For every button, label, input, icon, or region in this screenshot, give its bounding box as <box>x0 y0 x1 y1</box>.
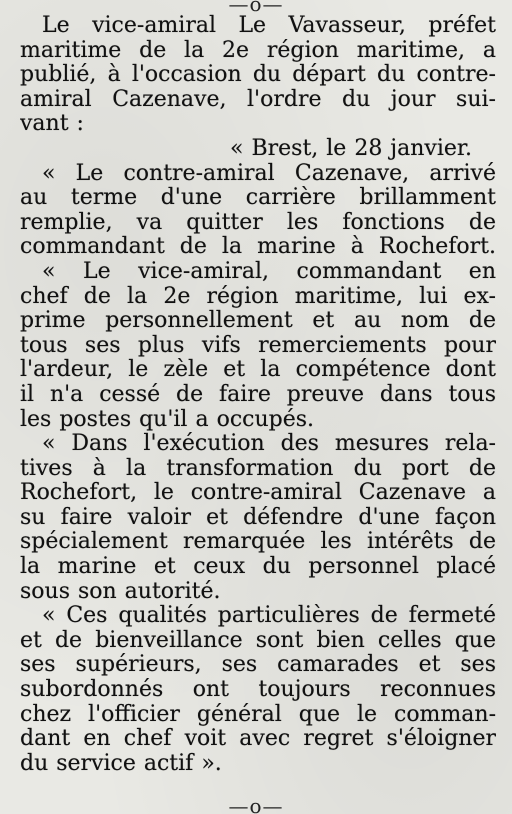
article-line: au terme d'une carrière brillamment <box>20 186 496 211</box>
article-line: prime personnellement et au nom de <box>20 309 496 334</box>
article-line: dant en chef voit avec regret s'éloigner <box>20 727 496 752</box>
article-line: remplie, va quitter les fonctions de <box>20 210 496 235</box>
article-line: Rochefort, le contre-amiral Cazenave a <box>20 481 496 506</box>
article-line: « Ces qualités particulières de fermeté <box>42 604 496 629</box>
article-line: amiral Cazenave, l'ordre du jour sui- <box>20 87 496 112</box>
article-line: sous son autorité. <box>20 579 221 604</box>
dateline: « Brest, le 28 janvier. <box>230 136 472 161</box>
article-line: publié, à l'occasion du départ du contre- <box>20 63 496 88</box>
article-line: su faire valoir et défendre d'une façon <box>20 505 496 530</box>
article-line: ses supérieurs, ses camarades et ses <box>20 653 496 678</box>
article-body <box>20 14 496 776</box>
article-line: chez l'officier général que le comman- <box>20 702 496 727</box>
article-line: l'ardeur, le zèle et la compétence dont <box>20 358 496 383</box>
article-line: commandant de la marine à Rochefort. <box>20 235 496 260</box>
article-line: « Le contre-amiral Cazenave, arrivé <box>42 161 496 186</box>
article-line: et de bienveillance sont bien celles que <box>20 628 496 653</box>
article-line: la marine et ceux du personnel placé <box>20 555 496 580</box>
article-line: spécialement remarquée les intérêts de <box>20 530 496 555</box>
article-line: maritime de la 2e région maritime, a <box>20 38 496 63</box>
article-line: tous ses plus vifs remerciements pour <box>20 333 496 358</box>
bottom-separator: —o— <box>228 794 284 814</box>
article-line: il n'a cessé de faire preuve dans tous <box>20 382 496 407</box>
article-line: tives à la transformation du port de <box>20 456 496 481</box>
article-line: subordonnés ont toujours reconnues <box>20 678 496 703</box>
article-line: vant : <box>20 112 84 137</box>
article-line: Le vice-amiral Le Vavasseur, préfet <box>42 14 496 38</box>
article-line: chef de la 2e région maritime, lui ex- <box>20 284 496 309</box>
top-separator: —o— <box>228 0 284 16</box>
article-line: « Le vice-amiral, commandant en <box>42 259 496 284</box>
article-line: du service actif ». <box>20 751 222 776</box>
article-line: les postes qu'il a occupés. <box>20 407 315 432</box>
article-line: « Dans l'exécution des mesures rela- <box>42 432 496 457</box>
